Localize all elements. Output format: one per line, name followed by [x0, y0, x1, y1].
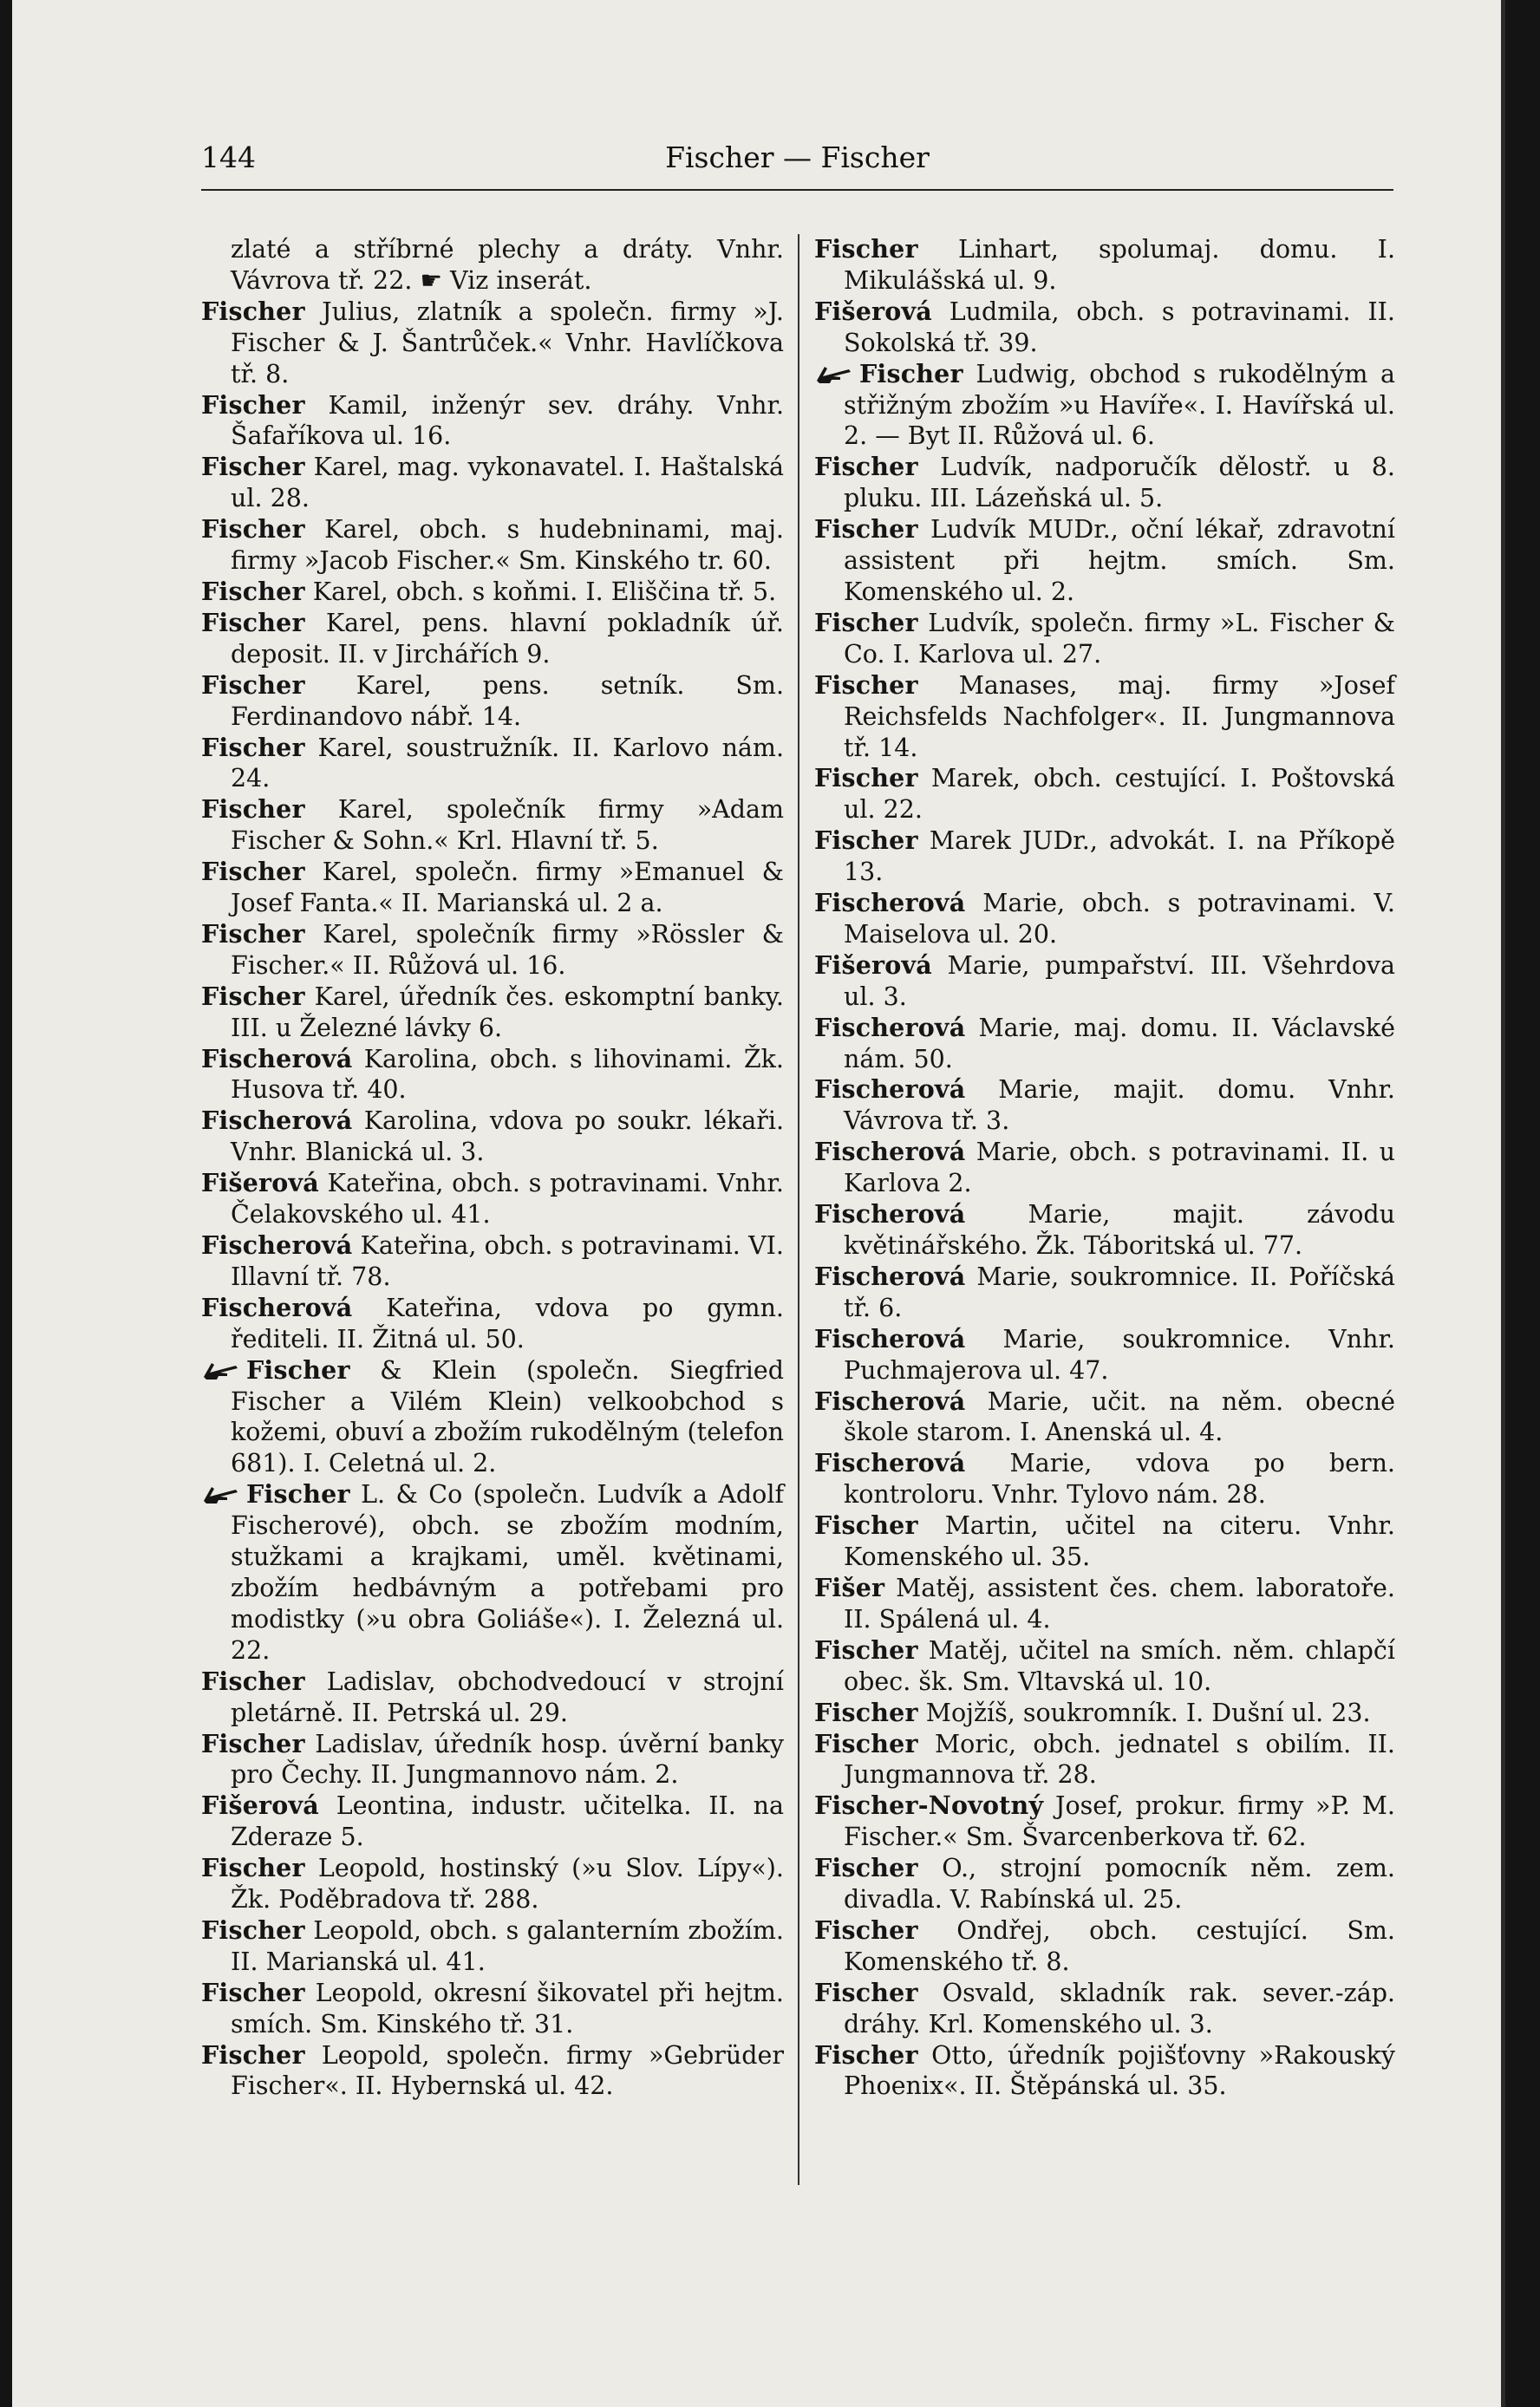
page-header	[201, 140, 1393, 191]
directory-entry	[814, 888, 1395, 950]
entry-surname: Fišerová	[201, 1791, 319, 1821]
entry-surname: Fischerová	[814, 1448, 966, 1478]
entry-details: Matěj, učitel na smích. něm. chlapčí obec. šk. Sm. Vltavská ul. 10.	[844, 1635, 1395, 1696]
entry-surname: Fischerová	[814, 1323, 966, 1354]
directory-entry	[814, 297, 1395, 359]
directory-page	[12, 0, 1505, 2407]
entry-surname: Fischerová	[814, 1199, 966, 1230]
entry-surname: Fischer	[814, 1915, 918, 1945]
entry-surname: Fischer	[201, 918, 305, 949]
directory-entry	[814, 1262, 1395, 1324]
entry-surname: Fischer	[246, 1479, 350, 1510]
directory-entry	[201, 857, 784, 919]
entry-details: Manases, maj. firmy »Josef Reichsfelds Nachfolger«. II. Jungmannova tř. 14.	[844, 670, 1395, 762]
entry-details: Kateřina, vdova po gymn. řediteli. II. Žitná ul. 50.	[231, 1293, 784, 1354]
directory-entry	[814, 1978, 1395, 2040]
entry-surname: Fischerová	[201, 1292, 353, 1322]
pointing-hand-icon	[201, 1358, 241, 1380]
directory-entry	[814, 1915, 1395, 1978]
entry-details: Marie, soukromnice. II. Poříčská tř. 6.	[844, 1262, 1395, 1322]
directory-entry	[814, 1386, 1395, 1449]
directory-entry	[814, 608, 1395, 670]
page-number: 144	[201, 140, 256, 174]
entry-details: O., strojní pomocník něm. zem. divadla. V. Rabínská ul. 25.	[844, 1854, 1395, 1915]
entry-surname: Fischer	[201, 1666, 305, 1696]
directory-entry	[201, 1915, 784, 1978]
entry-details: Kamil, inženýr sev. dráhy. Vnhr. Šafaříkova ul. 16.	[231, 390, 784, 451]
entry-details: Leopold, společn. firmy »Gebrüder Fischer«. II. Hybernská ul. 42.	[231, 2040, 784, 2101]
entry-details: L. & Co (společn. Ludvík a Adolf Fischerové), obch. se zbožím modním, stužkami a krajkami, uměl. květinami, zbožím hedbávným a potřebami pro modistky (»u obra Goliáše«). I. Železná ul. 22.	[231, 1480, 784, 1665]
entry-details: Marie, majit. závodu květinářského. Žk. Táboritská ul. 77.	[844, 1200, 1395, 1260]
directory-entry	[814, 359, 1395, 453]
directory-entry	[201, 794, 784, 857]
entry-surname: Fischer	[201, 607, 305, 637]
entry-surname: Fischerová	[201, 1230, 353, 1260]
directory-entry	[201, 390, 784, 453]
directory-entry	[814, 1853, 1395, 1915]
entry-details: Martin, učitel na citeru. Vnhr. Komenského ul. 35.	[844, 1511, 1395, 1572]
entry-details: Ladislav, úředník hosp. úvěrní banky pro Čechy. II. Jungmannovo nám. 2.	[231, 1729, 784, 1790]
entry-surname: Fischer	[201, 1853, 305, 1883]
entry-details: Karolina, vdova po soukr. lékaři. Vnhr. Blanická ul. 3.	[231, 1106, 784, 1167]
directory-entry	[201, 1293, 784, 1355]
entry-details: Karel, pens. setník. Sm. Ferdinandovo nábř. 14.	[231, 670, 784, 731]
directory-entry	[814, 1729, 1395, 1791]
entry-details: Karel, mag. vykonavatel. I. Haštalská ul. 28.	[231, 453, 784, 513]
entry-details: Osvald, skladník rak. sever.-záp. dráhy. Krl. Komenského ul. 3.	[844, 1978, 1395, 2038]
entry-surname: Fischerová	[814, 888, 966, 918]
entry-details: Marek, obch. cestující. I. Poštovská ul. 22.	[844, 764, 1395, 825]
directory-entry	[201, 1044, 784, 1106]
directory-entry	[201, 1667, 784, 1729]
directory-entry	[814, 670, 1395, 764]
directory-entry	[814, 234, 1395, 297]
entry-surname: Fišerová	[201, 1168, 319, 1198]
entry-details: Marie, obch. s potravinami. V. Maiselova ul. 20.	[844, 889, 1395, 949]
entry-details: Marie, vdova po bern. kontroloru. Vnhr. Tylovo nám. 28.	[844, 1449, 1395, 1510]
right-column	[814, 234, 1395, 2102]
directory-entry	[201, 452, 784, 514]
directory-entry	[814, 1573, 1395, 1635]
entry-surname: Fischerová	[814, 1261, 966, 1291]
entry-details: Marie, soukromnice. Vnhr. Puchmajerova ul. 47.	[844, 1324, 1395, 1385]
entry-details: Karel, soustružník. II. Karlovo nám. 24.	[231, 733, 784, 793]
column-divider	[798, 234, 799, 2185]
entry-details: Ondřej, obch. cestující. Sm. Komenského tř. 8.	[844, 1915, 1395, 1976]
entry-details: Karel, obch. s hudebninami, maj. firmy »Jacob Fischer.« Sm. Kinského tr. 60.	[231, 515, 784, 576]
entry-surname: Fischer	[201, 2039, 305, 2070]
entry-surname: Fischer	[859, 358, 963, 388]
entry-details: & Klein (společn. Siegfried Fischer a Vilém Klein) velkoobchod s kožemi, obuví a zbožím rukodělným (telefon 681). I. Celetná ul. 2.	[231, 1355, 784, 1478]
entry-details: Karel, společn. firmy »Emanuel & Josef Fanta.« II. Marianská ul. 2 a.	[231, 858, 784, 918]
entry-surname: Fischer	[814, 669, 918, 700]
directory-entry	[201, 297, 784, 390]
entry-details: Moric, obch. jednatel s obilím. II. Jungmannova tř. 28.	[844, 1729, 1395, 1790]
directory-entry	[201, 1479, 784, 1666]
directory-entry	[201, 234, 784, 297]
entry-surname: Fischerová	[814, 1386, 966, 1416]
entry-details: Karolina, obch. s lihovinami. Žk. Husova tř. 40.	[231, 1044, 784, 1105]
entry-surname: Fischer	[814, 825, 918, 856]
entry-surname: Fischer	[201, 1977, 305, 2007]
entry-details: Marie, maj. domu. II. Václavské nám. 50.	[844, 1013, 1395, 1073]
directory-entry	[201, 1355, 784, 1480]
entry-surname: Fischerová	[201, 1043, 353, 1073]
entry-surname: Fischer	[246, 1354, 350, 1385]
entry-surname: Fischer	[201, 857, 305, 887]
directory-entry	[201, 2040, 784, 2103]
running-head: Fischer — Fischer	[665, 140, 930, 174]
entry-details: Kateřina, obch. s potravinami. Vnhr. Čelakovského ul. 41.	[231, 1169, 784, 1230]
entry-details: Julius, zlatník a společn. firmy »J. Fischer & J. Šantrůček.« Vnhr. Havlíčkova tř. 8.	[231, 297, 784, 388]
entry-details: Josef, prokur. firmy »P. M. Fischer.« Sm. Švarcenberkova tř. 62.	[844, 1791, 1395, 1852]
entry-details: Ludvík MUDr., oční lékař, zdravotní assistent při hejtm. smích. Sm. Komenského ul. 2.	[844, 515, 1395, 606]
directory-entry	[201, 1106, 784, 1168]
directory-entry	[201, 514, 784, 577]
directory-entry	[814, 1791, 1395, 1853]
entry-surname: Fischer	[201, 452, 305, 482]
directory-entry	[201, 1791, 784, 1853]
entry-surname: Fischer	[814, 514, 918, 545]
entry-details: zlaté a stříbrné plechy a dráty. Vnhr. Vávrova tř. 22. ☛ Viz inserát.	[231, 235, 784, 295]
entry-surname: Fischer	[814, 607, 918, 637]
directory-entry	[201, 608, 784, 670]
directory-entry	[814, 1074, 1395, 1137]
entry-details: Ludmila, obch. s potravinami. II. Sokolská tř. 39.	[844, 297, 1395, 357]
entry-details: Karel, společník firmy »Rössler & Fischer.« II. Růžová ul. 16.	[231, 919, 784, 980]
entry-details: Kateřina, obch. s potravinami. VI. Illavní tř. 78.	[231, 1231, 784, 1291]
entry-surname: Fischer	[814, 1634, 918, 1665]
entry-details: Karel, pens. hlavní pokladník úř. deposit. II. v Jirchářích 9.	[231, 608, 784, 669]
entry-details: Ludvík, společn. firmy »L. Fischer & Co. I. Karlova ul. 27.	[844, 608, 1395, 669]
entry-surname: Fischer	[814, 763, 918, 793]
entry-surname: Fischer	[814, 1510, 918, 1541]
directory-entry	[814, 514, 1395, 608]
directory-entry	[814, 1013, 1395, 1075]
directory-entry	[814, 2040, 1395, 2103]
entry-surname: Fischer	[201, 794, 305, 825]
entry-details: Karel, úředník čes. eskomptní banky. III. u Železné lávky 6.	[231, 982, 784, 1042]
entry-details: Ladislav, obchodvedoucí v strojní pletárně. II. Petrská ul. 29.	[231, 1667, 784, 1727]
entry-surname: Fischer	[201, 296, 305, 326]
entry-surname: Fischer	[814, 234, 918, 264]
directory-entry	[814, 1137, 1395, 1199]
entry-details: Linhart, spolumaj. domu. I. Mikulášská ul. 9.	[844, 235, 1395, 295]
entry-surname: Fischer	[814, 2039, 918, 2070]
entry-details: Leopold, hostinský (»u Slov. Lípy«). Žk. Poděbradova tř. 288.	[231, 1854, 784, 1915]
directory-entry	[814, 1448, 1395, 1510]
entry-details: Karel, společník firmy »Adam Fischer & Sohn.« Krl. Hlavní tř. 5.	[231, 795, 784, 856]
entry-surname: Fischer-Novotný	[814, 1791, 1044, 1821]
entry-details: Marie, učit. na něm. obecné škole starom. I. Anenská ul. 4.	[844, 1386, 1395, 1447]
entry-details: Marie, pumpařství. III. Všehrdova ul. 3.	[844, 950, 1395, 1011]
entry-surname: Fischer	[814, 1728, 918, 1758]
entry-details: Marie, obch. s potravinami. II. u Karlova 2.	[844, 1138, 1395, 1198]
directory-entry	[201, 1978, 784, 2040]
entry-surname: Fischer	[201, 389, 305, 420]
directory-entry	[201, 577, 784, 608]
pointing-hand-icon	[814, 362, 854, 384]
entry-surname: Fischer	[814, 1977, 918, 2007]
entry-details: Otto, úředník pojišťovny »Rakouský Phoenix«. II. Štěpánská ul. 35.	[844, 2040, 1395, 2101]
directory-entry	[814, 1698, 1395, 1729]
entry-details: Ludvík, nadporučík dělostř. u 8. pluku. III. Lázeňská ul. 5.	[844, 453, 1395, 513]
directory-entry	[814, 1510, 1395, 1573]
entry-details: Leopold, okresní šikovatel při hejtm. smích. Sm. Kinského tř. 31.	[231, 1978, 784, 2038]
directory-entry	[201, 919, 784, 982]
entry-surname: Fischer	[814, 1697, 918, 1727]
entry-surname: Fischer	[814, 452, 918, 482]
entry-surname: Fischerová	[814, 1074, 966, 1105]
entry-surname: Fišerová	[814, 296, 932, 326]
directory-entry	[201, 670, 784, 733]
entry-surname: Fišer	[814, 1572, 885, 1602]
entry-surname: Fišerová	[814, 949, 932, 980]
directory-entry	[814, 763, 1395, 825]
entry-surname: Fischerová	[814, 1012, 966, 1042]
directory-entry	[201, 733, 784, 795]
directory-entry	[201, 1729, 784, 1791]
entry-details: Marie, majit. domu. Vnhr. Vávrova tř. 3.	[844, 1075, 1395, 1136]
directory-entry	[201, 1168, 784, 1230]
directory-entry	[201, 1853, 784, 1915]
entry-details: Ludwig, obchod s rukodělným a střižným zbožím »u Havířе«. I. Havířská ul. 2. — Byt II. Růžová ul. 6.	[844, 359, 1395, 451]
entry-surname: Fischer	[201, 732, 305, 762]
entry-details: Mojžíš, soukromník. I. Dušní ul. 23.	[917, 1698, 1371, 1727]
directory-entry	[814, 452, 1395, 514]
entry-details: Karel, obch. s koňmi. I. Eliščina tř. 5.	[304, 577, 777, 606]
directory-entry	[814, 1635, 1395, 1698]
entry-surname: Fischer	[201, 1915, 305, 1945]
pointing-hand-icon	[201, 1482, 241, 1504]
entry-surname: Fischer	[201, 1728, 305, 1758]
directory-entry	[201, 1230, 784, 1293]
entry-surname: Fischer	[201, 669, 305, 700]
entry-surname: Fischer	[814, 1853, 918, 1883]
left-column	[201, 234, 784, 2102]
directory-entry	[201, 982, 784, 1044]
entry-surname: Fischer	[201, 514, 305, 545]
entry-details: Matěj, assistent čes. chem. laboratoře. II. Spálená ul. 4.	[844, 1573, 1395, 1634]
directory-entry	[814, 1199, 1395, 1262]
directory-entry	[814, 825, 1395, 888]
entry-details: Leopold, obch. s galanterním zbožím. II. Marianská ul. 41.	[231, 1915, 784, 1976]
entry-details: Leontina, industr. učitelka. II. na Zderaze 5.	[231, 1791, 784, 1852]
directory-entry	[814, 950, 1395, 1013]
entry-surname: Fischer	[201, 981, 305, 1011]
entry-surname: Fischer	[201, 576, 305, 606]
entry-details: Marek JUDr., advokát. I. na Příkopě 13.	[844, 826, 1395, 887]
directory-entry	[814, 1324, 1395, 1386]
entry-surname: Fischerová	[201, 1106, 353, 1136]
entry-surname: Fischerová	[814, 1137, 966, 1167]
